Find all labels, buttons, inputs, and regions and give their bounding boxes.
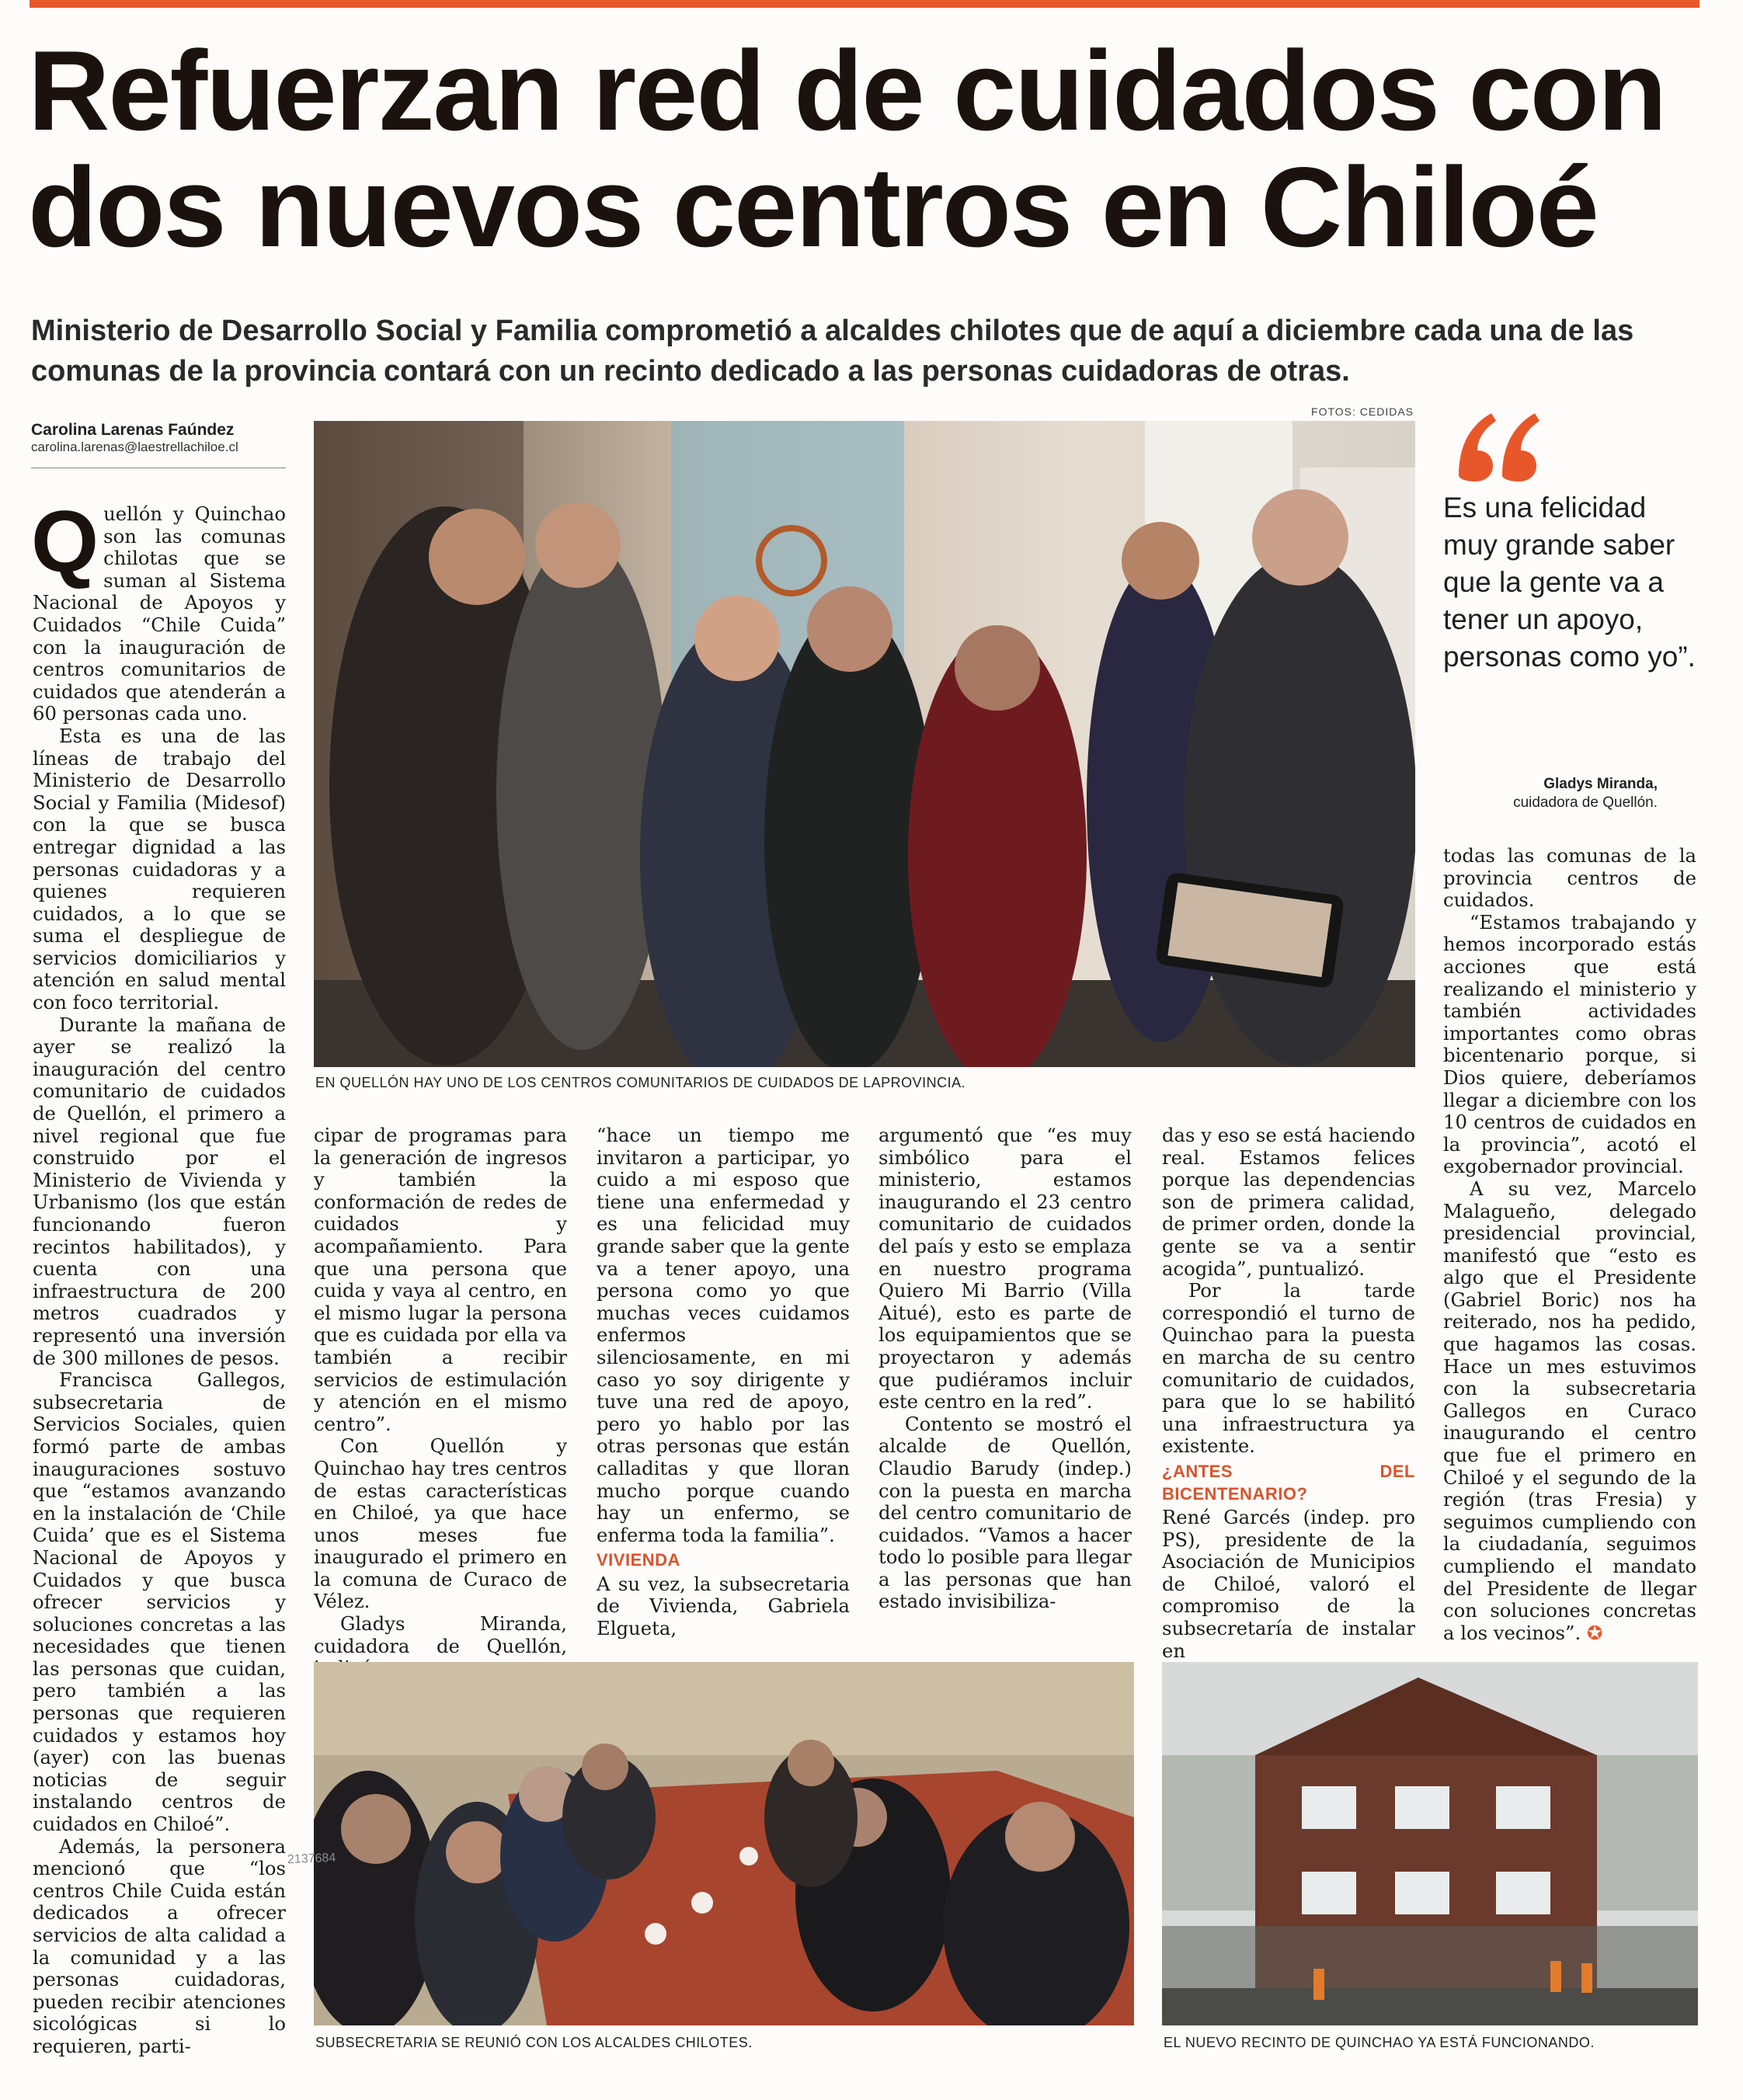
- article-column-3: [597, 1125, 850, 1640]
- drop-cap: Q: [31, 493, 99, 590]
- quote-role: cuidadora de Quellón.: [1513, 794, 1658, 811]
- paragraph: Gladys Miranda, cuidadora de Quellón,: [314, 1612, 567, 1657]
- paragraph: uellón y Quinchao son las comunas chilotas que se suman al Sistema Nacional de Apoyos y Cuidados “Chile Cuida” con la inauguración de centros comunitarios de cuidados que atenderán a 60 personas cada uno.: [33, 502, 286, 725]
- end-mark-icon: ✪: [1586, 1621, 1603, 1644]
- deck-line-1: Ministerio de Desarrollo Social y Familia comprometió a alcaldes chilotes que de aquí a diciembre cada una de las: [31, 315, 1634, 347]
- byline: [31, 421, 287, 455]
- watermark-id: 2137684: [287, 1851, 336, 1867]
- section-heading-vivienda: VIVIENDA: [597, 1550, 680, 1570]
- deck-line-2: comunas de la provincia contará con un recinto dedicado a las personas cuidadoras de otras.: [31, 355, 1350, 388]
- paragraph: das y eso se está haciendo real. Estamos felices porque las dependencias son de primera calidad, de primer orden, donde la gente se va a sentir acogida”, puntualizó.: [1162, 1124, 1415, 1280]
- photo-credit: FOTOS: CEDIDAS: [1311, 405, 1414, 418]
- meeting-photo: [314, 1662, 1134, 2025]
- pull-quote: Es una felicidad muy grande saber que la gente va a tener un apoyo, personas como yo”.: [1443, 492, 1696, 673]
- paragraph: René Garcés (indep. pro PS), presidente de la Asociación de Municipios de Chiloé, valoró el compromiso de la subsecretaría de instalar en: [1162, 1506, 1415, 1662]
- article-column-2: [314, 1125, 567, 1680]
- section-heading-bicentenario: ¿ANTES DEL BICENTENARIO?: [1162, 1461, 1415, 1504]
- building-photo-image: [1162, 1662, 1698, 2025]
- meeting-photo-image: [314, 1662, 1134, 2025]
- deck: [31, 311, 1701, 391]
- paragraph: Además, la personera mencionó que “los centros Chile Cuida están dedicados a ofrecer servicios de alta calidad a la comunidad y a las personas cuidadoras, pueden recibir atenciones sicológicas si lo requieren, parti-: [33, 1834, 286, 2057]
- meeting-photo-caption: SUBSECRETARIA SE REUNIÓ CON LOS ALCALDES CHILOTES.: [315, 2035, 753, 2050]
- quote-mark-icon: [1452, 404, 1546, 489]
- paragraph: Esta es una de las líneas de trabajo del Ministerio de Desarrollo Social y Familia (Midesof) con la que se busca entregar dignidad a las personas cuidadoras y a quienes requieren cuidados, a lo que se suma el despliegue de servicios domiciliarios y atención en salud mental con foco territorial.: [33, 724, 286, 1014]
- quote-author: Gladys Miranda,: [1543, 776, 1658, 792]
- building-photo-caption: EL NUEVO RECINTO DE QUINCHAO YA ESTÁ FUNCIONANDO.: [1164, 2035, 1595, 2050]
- article-column-4: [878, 1125, 1132, 1613]
- paragraph: “hace un tiempo me invitaron a participar, yo cuido a mi esposo que tiene una enfermedad y es una felicidad muy grande saber que la gente va a tener apoyo, una persona como yo que muchas veces cuidamos enfermos silenciosamente, en mi caso yo soy dirigente y tuve una red de apoyo, pero yo hablo por las otras personas que están calladitas y que lloran mucho porque cuando hay un enfermo, se enferma toda la familia”.: [597, 1124, 850, 1546]
- paragraph-text: A su vez, Marcelo Malagueño, delegado presidencial provincial, manifestó que “esto es algo que el Presidente (Gabriel Boric) nos ha reiterado, nos ha pedido, que hagamos las cosas. Hace un mes estuvimos con la subsecretaria Gallegos en Curaco inaugurando el centro que fue el primero en Chiloé y el segundo de la región (tras Fresia) y seguimos cumpliendo con la ciudadanía, seguimos cumpliendo el mandato del Presidente de llegar con soluciones concretas a los vecinos”.: [1443, 1177, 1696, 1644]
- headline: [28, 27, 1706, 270]
- paragraph: todas las comunas de la provincia centros de cuidados.: [1443, 844, 1696, 912]
- paragraph: argumentó que “es muy simbólico para el ministerio, estamos inaugurando el 23 centro comunitario de cuidados del país y esto se emplaza en nuestro programa Quiero Mi Barrio (Villa Aitué), esto es parte de los equipamientos que se proyectaron y además que pudiéramos incluir este centro en la red”.: [878, 1124, 1132, 1413]
- article-column-1: [31, 493, 286, 2058]
- top-accent-bar: [30, 0, 1700, 8]
- building-photo: [1162, 1662, 1698, 2025]
- paragraph: “Estamos trabajando y hemos incorporado estás acciones que está realizando el ministerio y también actividades importantes como obras bicentenario porque, si Dios quiere, deberíamos llegar a diciembre con los 10 centros de cuidados en la provincia”, acotó el exgobernador provincial.: [1443, 910, 1696, 1178]
- paragraph: Francisca Gallegos, subsecretaria de Servicios Sociales, quien formó parte de ambas inauguraciones sostuvo que “estamos avanzando en la instalación de ‘Chile Cuida’ que es el Sistema Nacional de Apoyos y Cuidados y que busca ofrecer servicios y soluciones concretas a las necesidades que tienen las personas que cuidan, pero también a las personas que requieren cuidados y estamos hoy (ayer) con las buenas noticias de seguir instalando centros de cuidados en Chiloé”.: [33, 1368, 286, 1836]
- headline-line-2: dos nuevos centros en Chiloé: [28, 144, 1598, 270]
- article-column-5: [1162, 1125, 1415, 1662]
- paragraph: Con Quellón y Quinchao hay tres centros de estas características en Chiloé, ya que hace unos meses fue inaugurado el primero en la comuna de Curaco de Vélez.: [314, 1434, 567, 1613]
- paragraph: Contento se mostró el alcalde de Quellón, Claudio Barudy (indep.) con la puesta en marcha del centro comunitario de cuidados. “Vamos a hacer todo lo posible para llegar a las personas que han estado invisibiliza-: [878, 1412, 1132, 1613]
- byline-name: Carolina Larenas Faúndez: [31, 421, 235, 439]
- paragraph: Por la tarde correspondió el turno de Quinchao para la puesta en marcha de su centro comunitario de cuidados, para que lo se habilitó una infraestructura ya existente.: [1162, 1279, 1415, 1458]
- paragraph: A su vez, la subsecretaria de Vivienda, Gabriela Elgueta,: [597, 1572, 850, 1640]
- main-photo-caption: EN QUELLÓN HAY UNO DE LOS CENTROS COMUNITARIOS DE CUIDADOS DE LAPROVINCIA.: [315, 1075, 966, 1090]
- article-column-6: [1443, 845, 1696, 1644]
- paragraph: Durante la mañana de ayer se realizó la inauguración del centro comunitario de cuidados de Quellón, el primero a nivel regional que fue construido por el Ministerio de Vivienda y Urbanismo (los que están funcionando fueron recintos habilitados), y cuenta con una infraestructura de 200 metros cuadrados y representó una inversión de 300 millones de pesos.: [33, 1013, 286, 1369]
- main-photo-image: [314, 421, 1415, 1067]
- quote-attribution: [1460, 775, 1658, 812]
- main-photo: [314, 421, 1415, 1067]
- headline-line-1: Refuerzan red de cuidados con: [28, 27, 1666, 154]
- paragraph: cipar de programas para la generación de ingresos y también la conformación de redes de cuidados y acompañamiento. Para que una persona que cuida y vaya al centro, en el mismo lugar la persona que es cuidada por ella va también a recibir servicios de estimulación y atención en el mismo centro”.: [314, 1124, 567, 1435]
- byline-email[interactable]: carolina.larenas@laestrellachiloe.cl: [31, 440, 238, 454]
- paragraph: [1443, 1178, 1696, 1644]
